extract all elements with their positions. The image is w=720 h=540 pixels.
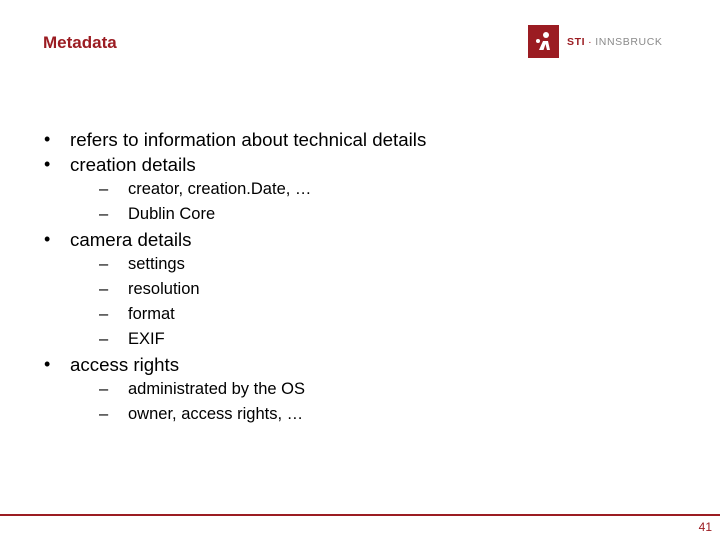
slide-title: Metadata	[43, 33, 117, 52]
sub-bullet-text: EXIF	[128, 330, 165, 348]
logo-brand: STI	[567, 35, 586, 48]
logo-text	[567, 36, 663, 48]
bullet-item	[44, 152, 684, 227]
bullet-list	[44, 127, 684, 427]
sub-bullet-item: – settings	[99, 255, 185, 273]
sub-bullet-text: administrated by the OS	[128, 380, 306, 398]
bullet-text: camera details	[70, 229, 192, 250]
sub-bullet-text: format	[128, 305, 175, 323]
sub-bullet-item: – EXIF	[99, 330, 165, 348]
bullet-text: creation details	[70, 154, 196, 175]
bullet-text: access rights	[70, 354, 180, 375]
page-number: 41	[698, 520, 712, 534]
sub-bullet-text: creator, creation.Date, …	[128, 180, 312, 198]
sub-bullet-text: owner, access rights, …	[128, 405, 304, 423]
sub-bullet-text: Dublin Core	[128, 205, 216, 223]
sub-bullet-list	[70, 377, 684, 427]
logo-separator: ·	[588, 35, 593, 48]
logo-mark-icon	[528, 25, 559, 58]
bullet-marker: •	[44, 129, 51, 149]
logo-location: INNSBRUCK	[595, 35, 663, 48]
sub-bullet-text: resolution	[128, 280, 200, 298]
sub-bullet-item: – owner, access rights, …	[99, 405, 304, 423]
sub-bullet-item: – administrated by the OS	[99, 380, 306, 398]
sub-bullet-item: – Dublin Core	[99, 205, 216, 223]
sti-innsbruck-logo	[528, 25, 663, 58]
bullet-marker: •	[44, 229, 51, 249]
bullet-item	[44, 127, 684, 152]
sub-bullet-item: – format	[99, 305, 175, 323]
bullet-item	[44, 227, 684, 352]
bullet-item	[44, 352, 684, 427]
sub-bullet-text: settings	[128, 255, 185, 273]
sub-bullet-item: – creator, creation.Date, …	[99, 180, 312, 198]
sub-bullet-item: – resolution	[99, 280, 200, 298]
sub-bullet-list	[70, 252, 684, 352]
bullet-marker: •	[44, 154, 51, 174]
sub-bullet-list	[70, 177, 684, 227]
footer-rule	[0, 514, 720, 516]
bullet-text: refers to information about technical details	[70, 129, 427, 150]
bullet-marker: •	[44, 354, 51, 374]
